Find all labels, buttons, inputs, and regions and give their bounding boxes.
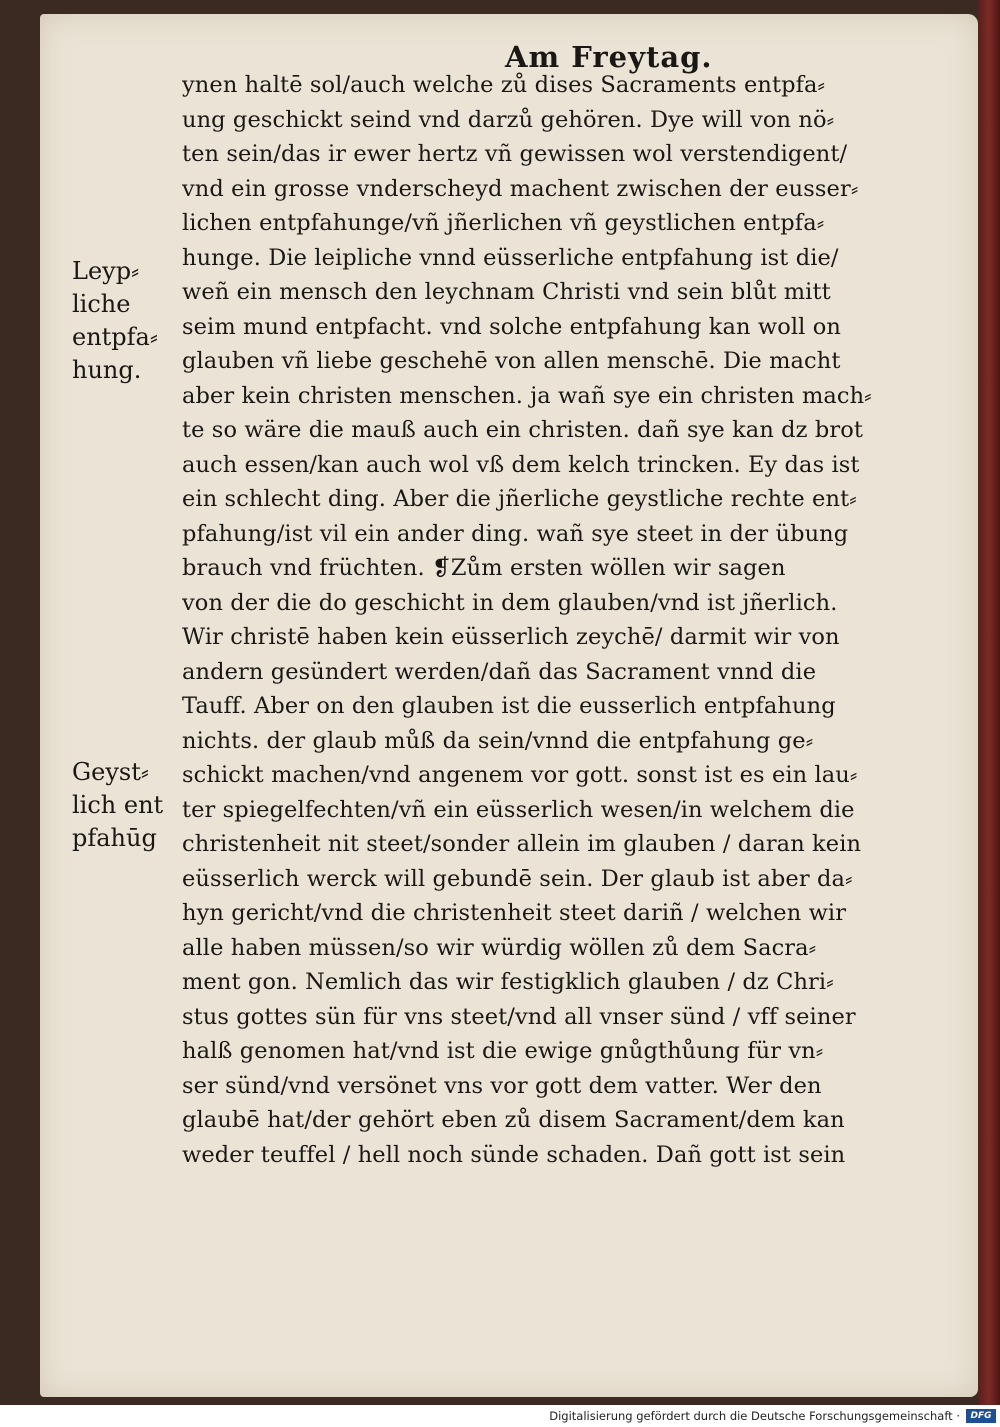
text-line: alle haben müssen/so wir würdig wöllen zů dem Sacra⸗ (182, 934, 817, 961)
text-line: lichen entpfahunge/vñ jñerlichen vñ geystlichen entpfa⸗ (182, 210, 825, 236)
text-line: nichts. der glaub můß da sein/vnnd die entpfahung ge⸗ (182, 727, 814, 754)
text-line: vnd ein grosse vnderscheyd machent zwischen der eusser⸗ (182, 175, 859, 202)
book-binding-edge (978, 0, 1000, 1405)
text-line: ter spiegelfechten/vñ ein eüsserlich wesen/in welchem die (182, 796, 855, 823)
text-line: stus gottes sün für vns steet/vnd all vnser sünd / vff seiner (182, 1003, 856, 1030)
text-line: auch essen/kan auch wol vß dem kelch trincken. Ey das ist (182, 451, 860, 478)
text-line: glauben vñ liebe geschehē von allen menschē. Die macht (182, 348, 841, 374)
text-line: pfahung/ist vil ein ander ding. wañ sye steet in der übung (182, 520, 849, 547)
margin-note-line: liche (72, 290, 131, 318)
margin-note-line: pfahūg (72, 824, 157, 852)
footer-bar (0, 1405, 1000, 1427)
text-line: ynen haltē sol/auch welche zů dises Sacraments entpfa⸗ (182, 72, 826, 98)
text-line: weñ ein mensch den leychnam Christi vnd sein blůt mitt (182, 279, 831, 305)
running-head: Am Freytag. (505, 40, 713, 74)
margin-note-leypliche (72, 255, 180, 387)
text-line: seim mund entpfacht. vnd solche entpfahung kan woll on (182, 313, 841, 340)
margin-note-geystlich (72, 756, 180, 855)
footer-credit: Digitalisierung gefördert durch die Deutsche Forschungsgemeinschaft · (549, 1409, 960, 1423)
text-line: hyn gericht/vnd die christenheit steet dariñ / welchen wir (182, 900, 847, 926)
text-line: glaubē hat/der gehört eben zů disem Sacrament/dem kan (182, 1107, 845, 1133)
text-line: hunge. Die leipliche vnnd eüsserliche entpfahung ist die/ (182, 244, 839, 271)
text-line: te so wäre die mauß auch ein christen. dañ sye kan dz brot (182, 417, 864, 443)
text-line: brauch vnd früchten. ❡Zům ersten wöllen wir sagen (182, 555, 786, 581)
dfg-logo: DFG (966, 1409, 996, 1423)
text-line: andern gesündert werden/dañ das Sacrament vnnd die (182, 658, 817, 685)
text-line: ten sein/das ir ewer hertz vñ gewissen wol verstendigent/ (182, 141, 848, 167)
margin-note-line: Leyp⸗ (72, 257, 140, 285)
text-line: von der die do geschicht in dem glauben/vnd ist jñerlich. (182, 589, 838, 616)
text-line: ein schlecht ding. Aber die jñerliche geystliche rechte ent⸗ (182, 486, 857, 512)
margin-note-line: lich ent (72, 791, 164, 819)
text-line: weder teuffel / hell noch sünde schaden. Dañ gott ist sein (182, 1141, 846, 1168)
text-line: Wir christē haben kein eüsserlich zeychē/ darmit wir von (182, 624, 840, 650)
text-line: ser sünd/vnd versönet vns vor gott dem vatter. Wer den (182, 1072, 822, 1099)
text-line: eüsserlich werck will gebundē sein. Der glaub ist aber da⸗ (182, 865, 853, 892)
text-line: Tauff. Aber on den glauben ist die eusserlich entpfahung (182, 693, 836, 719)
text-line: christenheit nit steet/sonder allein im glauben / daran kein (182, 831, 862, 857)
text-line: schickt machen/vnd angenem vor gott. sonst ist es ein lau⸗ (182, 762, 858, 788)
margin-note-line: Geyst⸗ (72, 758, 149, 786)
text-line: ment gon. Nemlich das wir festigklich glauben / dz Chri⸗ (182, 969, 834, 995)
text-line: halß genomen hat/vnd ist die ewige gnůgthůung für vn⸗ (182, 1038, 824, 1064)
margin-note-line: entpfa⸗ (72, 323, 158, 351)
text-line: ung geschickt seind vnd darzů gehören. Dye will von nö⸗ (182, 106, 835, 133)
body-text (182, 68, 922, 1172)
margin-note-line: hung. (72, 356, 142, 384)
text-line: aber kein christen menschen. ja wañ sye ein christen mach⸗ (182, 382, 872, 409)
